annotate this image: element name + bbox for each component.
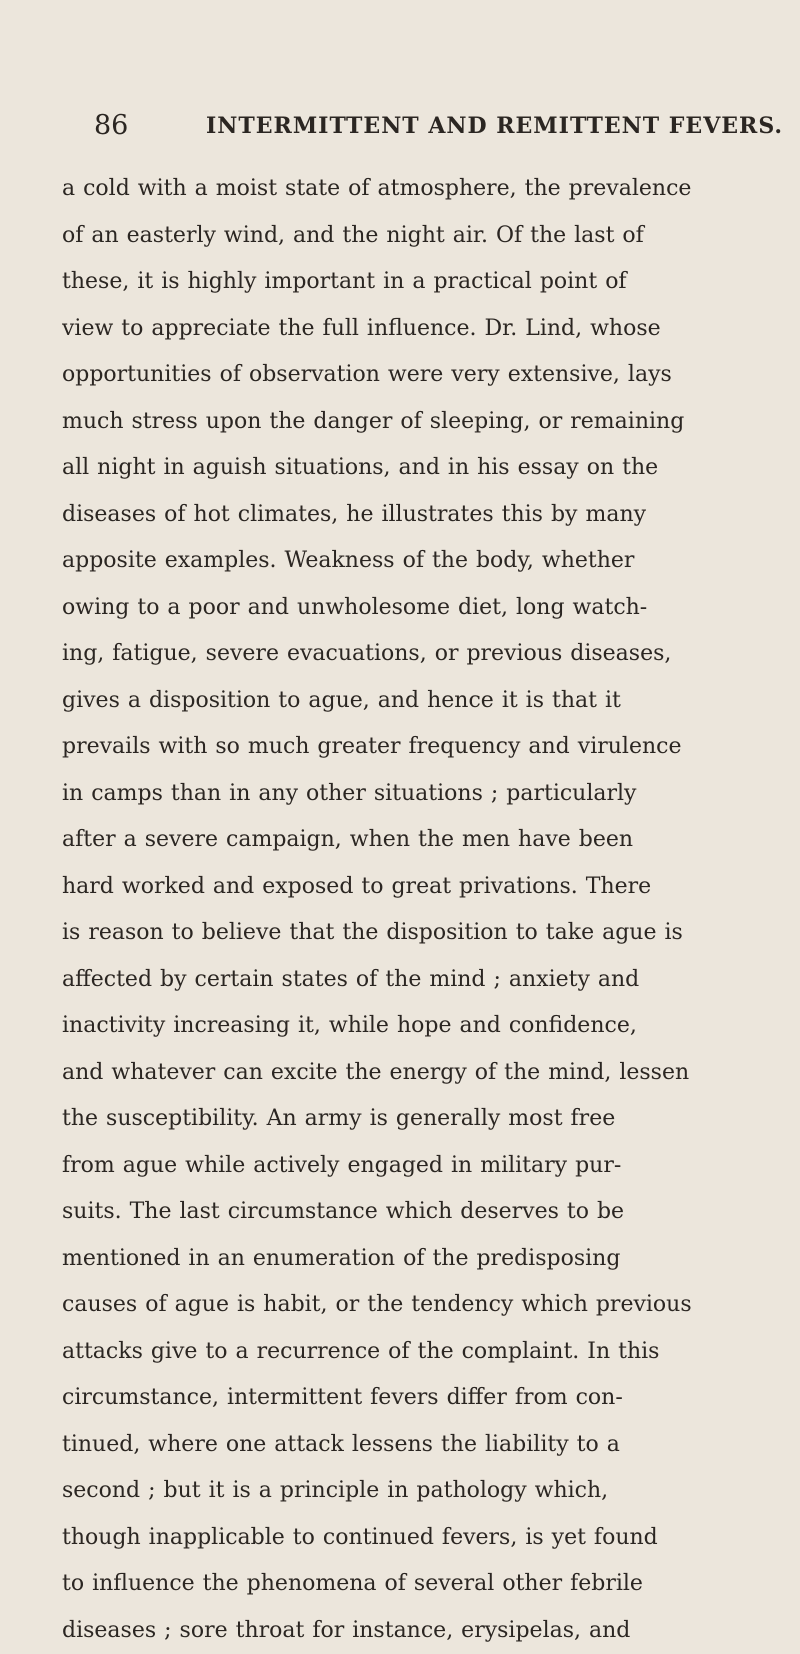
text-line: a cold with a moist state of atmosphere, the prevalence [62,166,800,213]
body-text [62,166,800,1654]
text-line: tinued, where one attack lessens the liability to a [62,1422,800,1469]
text-line: hard worked and exposed to great privations. There [62,864,800,911]
text-line: is reason to believe that the disposition to take ague is [62,910,800,957]
text-line: much stress upon the danger of sleeping, or remaining [62,399,800,446]
text-line: causes of ague is habit, or the tendency which previous [62,1282,800,1329]
text-line: in camps than in any other situations ; particularly [62,771,800,818]
text-line: second ; but it is a principle in pathology which, [62,1468,800,1515]
text-line: to influence the phenomena of several other febrile [62,1561,800,1608]
text-line: diseases ; sore throat for instance, erysipelas, and [62,1608,800,1654]
text-line: and whatever can excite the energy of the mind, lessen [62,1050,800,1097]
page-header [94,104,734,148]
text-line: these, it is highly important in a practical point of [62,259,800,306]
text-line: after a severe campaign, when the men have been [62,817,800,864]
text-line: view to appreciate the full influence. Dr. Lind, whose [62,306,800,353]
text-line: prevails with so much greater frequency and virulence [62,724,800,771]
text-line: affected by certain states of the mind ; anxiety and [62,957,800,1004]
text-line: circumstance, intermittent fevers differ from con- [62,1375,800,1422]
text-line: of an easterly wind, and the night air. Of the last of [62,213,800,260]
text-line: all night in aguish situations, and in his essay on the [62,445,800,492]
text-line: gives a disposition to ague, and hence it is that it [62,678,800,725]
text-line: inactivity increasing it, while hope and confidence, [62,1003,800,1050]
text-line: suits. The last circumstance which deserves to be [62,1189,800,1236]
text-line: from ague while actively engaged in military pur- [62,1143,800,1190]
text-line: though inapplicable to continued fevers, is yet found [62,1515,800,1562]
text-line: owing to a poor and unwholesome diet, long watch- [62,585,800,632]
text-line: diseases of hot climates, he illustrates this by many [62,492,800,539]
page-number: 86 [94,104,128,148]
text-line: ing, fatigue, severe evacuations, or previous diseases, [62,631,800,678]
text-line: the susceptibility. An army is generally most free [62,1096,800,1143]
text-line: apposite examples. Weakness of the body, whether [62,538,800,585]
text-line: opportunities of observation were very extensive, lays [62,352,800,399]
text-line: mentioned in an enumeration of the predisposing [62,1236,800,1283]
running-head: INTERMITTENT AND REMITTENT FEVERS. [206,104,783,148]
text-line: attacks give to a recurrence of the complaint. In this [62,1329,800,1376]
